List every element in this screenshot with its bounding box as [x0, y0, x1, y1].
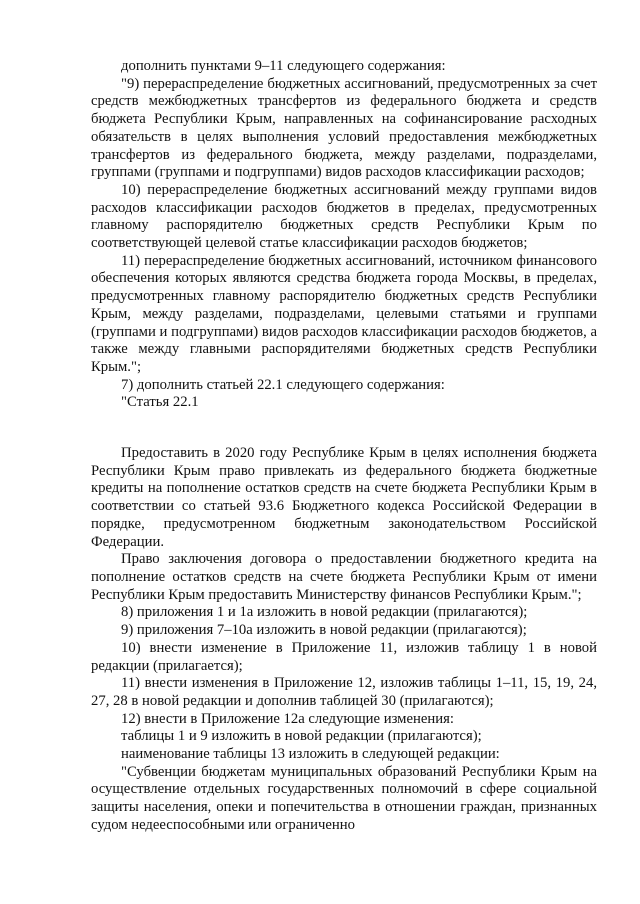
article-heading: "Статья 22.1 — [121, 394, 199, 411]
document-page — [91, 58, 597, 835]
spacer — [91, 412, 597, 445]
paragraph-12: 11) внести изменения в Приложение 12, изложив таблицы 1–11, 15, 19, 24, 27, 28 в новой редакции и дополнив таблицей 30 (прилагаются); — [91, 675, 597, 709]
paragraph-10: 9) приложения 7–10а изложить в новой редакции (прилагаются); — [121, 622, 527, 639]
paragraph-14: таблицы 1 и 9 изложить в новой редакции (прилагаются); — [121, 728, 482, 745]
paragraph-9: 8) приложения 1 и 1а изложить в новой редакции (прилагаются); — [121, 604, 528, 621]
paragraph-4: 11) перераспределение бюджетных ассигнований, источником финансового обеспечения которых являются средства бюджета города Москвы, в пределах, предусмотренных главному распорядителю бюджетных средств Республики Крым, между разделами, подразделами, целевыми статьями и группами (группами и подгруппами) видов расходов классификации расходов бюджетов, а также между главными распорядителями бюджетных средств Республики Крым."; — [91, 252, 597, 375]
paragraph-5: 7) дополнить статьей 22.1 следующего содержания: — [121, 376, 445, 393]
paragraph-16: "Субвенции бюджетам муниципальных образований Республики Крым на осуществление отдельных государственных полномочий в сфере социальной защиты населения, опеки и попечительства в отношении граждан, признанных судом недееспособными или ограниченно — [91, 763, 597, 833]
paragraph-15: наименование таблицы 13 изложить в следующей редакции: — [121, 746, 500, 763]
paragraph-1: дополнить пунктами 9–11 следующего содержания: — [121, 58, 446, 74]
paragraph-13: 12) внести в Приложение 12а следующие изменения: — [121, 710, 454, 727]
paragraph-7: Предоставить в 2020 году Республике Крым в целях исполнения бюджета Республики Крым право привлекать из федерального бюджета бюджетные кредиты на пополнение остатков средств на счете бюджета Республики Крым в соответствии со статьей 93.6 Бюджетного кодекса Российской Федерации в порядке, предусмотренном бюджетным законодательством Российской Федерации. — [91, 445, 597, 550]
paragraph-11: 10) внести изменение в Приложение 11, изложив таблицу 1 в новой редакции (прилагается); — [91, 639, 597, 674]
paragraph-2: "9) перераспределение бюджетных ассигнований, предусмотренных за счет средств межбюджетных трансфертов из федерального бюджета и средств бюджета Республики Крым, направленных на софинансирование расходных обязательств в целях выполнения условий предоставления межбюджетных трансфертов из федерального бюджета, между разделами, подразделами, группами (группами и подгруппами) видов расходов классификации расходов; — [91, 75, 597, 181]
paragraph-8: Право заключения договора о предоставлении бюджетного кредита на пополнение остатков средств на счете бюджета Республики Крым от имени Республики Крым предоставить Министерству финансов Республики Крым."; — [91, 551, 597, 603]
paragraph-3: 10) перераспределение бюджетных ассигнований между группами видов расходов классификации расходов бюджетов в пределах, предусмотренных главному распорядителю бюджетных средств Республики Крым по соответствующей целевой статье классификации расходов бюджетов; — [91, 181, 597, 252]
